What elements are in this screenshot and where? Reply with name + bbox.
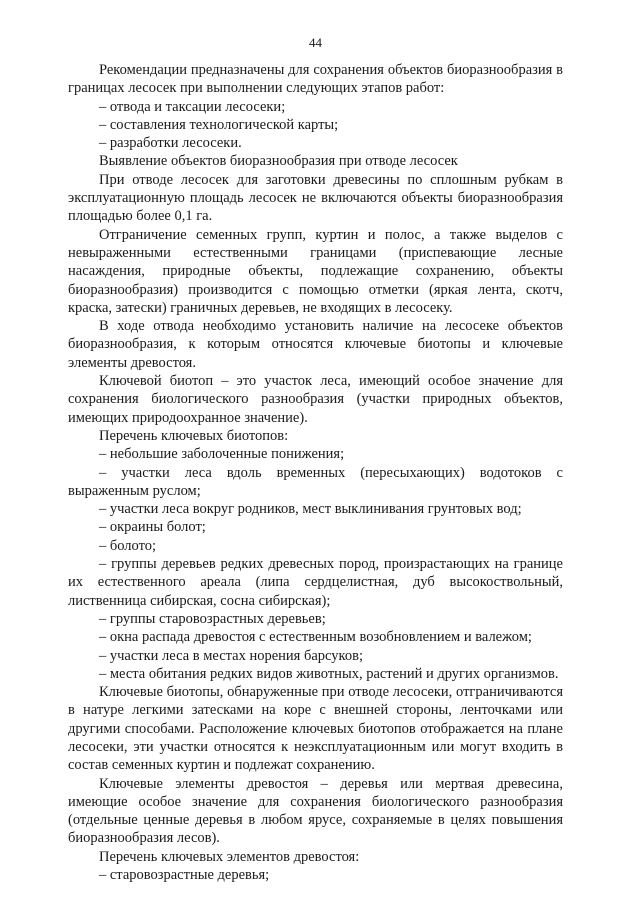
- paragraph: При отводе лесосек для заготовки древесины по сплошным рубкам в эксплуатационную площадь лесосек не включаются объекты биоразнообразия площадью более 0,1 га.: [68, 171, 563, 225]
- page-number: 44: [309, 35, 322, 50]
- paragraph: Ключевые биотопы, обнаруженные при отводе лесосеки, отграничиваются в натуре легкими затесками на коре с внешней стороны, ленточками или другими способами. Расположение ключевых биотопов отображается на плане лесосеки, эти участки относятся к неэксплуатационным или могут входить в состав семенных куртин и подлежат сохранению.: [68, 684, 563, 774]
- list-item: – отвода и таксации лесосеки;: [99, 98, 286, 115]
- list-item: – старовозрастные деревья;: [99, 867, 270, 884]
- paragraph: Перечень ключевых элементов древостоя:: [99, 848, 360, 865]
- list-item: – участки леса вокруг родников, мест выклинивания грунтовых вод;: [99, 501, 522, 518]
- list-item: – участки леса в местах норения барсуков;: [99, 647, 363, 664]
- list-item: – составления технологической карты;: [99, 116, 339, 133]
- list-item: – места обитания редких видов животных, растений и других организмов.: [99, 665, 559, 682]
- paragraph: Отграничение семенных групп, куртин и полос, а также выделов с невыраженными естественными границами (приспевающие лесные насаждения, природные объекты, подлежащие сохранению, объекты биоразнообразия) производится с помощью отметки (яркая лента, скотч, краска, затески) граничных деревьев, не входящих в лесосеку.: [68, 226, 563, 316]
- paragraph: Ключевые элементы древостоя – деревья или мертвая древесина, имеющие особое значение для сохранения биологического разнообразия (отдельные ценные деревья в любом ярусе, сохраняемые в целях повышения биоразнообразия лесов).: [68, 775, 563, 847]
- paragraph: Выявление объектов биоразнообразия при отводе лесосек: [99, 153, 458, 170]
- paragraph: Перечень ключевых биотопов:: [99, 427, 289, 444]
- list-item: – группы деревьев редких древесных пород, произрастающих на границе их естественного ареала (липа сердцелистная, дуб высокоствольный, лиственница сибирская, сосна сибирская);: [68, 556, 563, 609]
- list-item: – разработки лесосеки.: [99, 135, 242, 152]
- list-item: – окраины болот;: [99, 519, 206, 536]
- paragraph: Ключевой биотоп – это участок леса, имеющий особое значение для сохранения биологического разнообразия (участки природных объектов, имеющих природоохранное значение).: [68, 373, 563, 426]
- list-item: – группы старовозрастных деревьев;: [99, 610, 326, 627]
- list-item: – небольшие заболоченные понижения;: [99, 446, 345, 463]
- list-item: – болото;: [99, 537, 157, 554]
- list-item: – окна распада древостоя с естественным возобновлением и валежом;: [99, 629, 532, 646]
- paragraph: В ходе отвода необходимо установить наличие на лесосеке объектов биоразнообразия, к которым относятся ключевые биотопы и ключевые элементы древостоя.: [68, 318, 563, 371]
- list-item: – участки леса вдоль временных (пересыхающих) водотоков с выраженным руслом;: [68, 464, 563, 499]
- paragraph: Рекомендации предназначены для сохранения объектов биоразнообразия в границах лесосек при выполнении следующих этапов работ:: [68, 62, 563, 97]
- document-body: [68, 61, 563, 884]
